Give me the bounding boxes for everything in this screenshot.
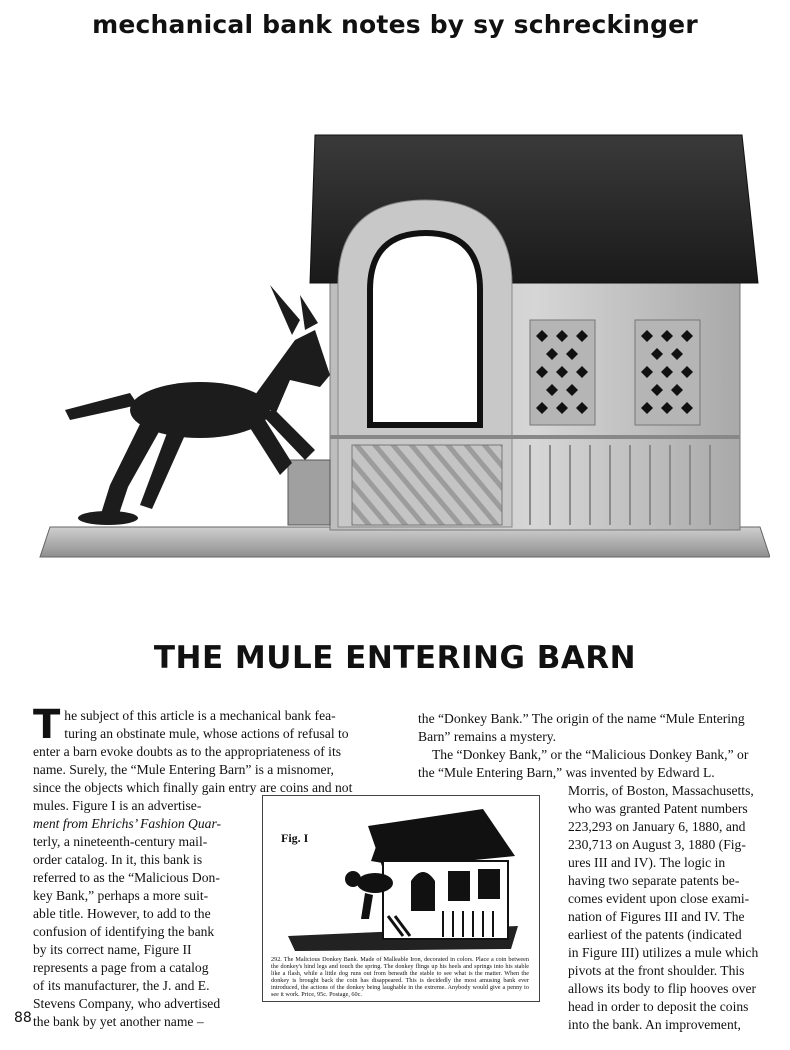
text-line: by its correct name, Figure II: [33, 942, 192, 957]
text-line: 230,713 on August 3, 1880 (Fig-: [568, 837, 746, 852]
text-line: 223,293 on January 6, 1880, and: [568, 819, 746, 834]
column-right-top: [418, 710, 774, 782]
text-line: Barn” remains a mystery.: [418, 729, 557, 744]
text-line: comes evident upon close exami-: [568, 891, 750, 906]
text-line: into the bank. An improvement,: [568, 1017, 741, 1032]
column-left-top: [33, 702, 385, 797]
figure-1: [262, 795, 540, 1002]
text-line: ment from Ehrichs’ Fashion Quar-: [33, 816, 222, 831]
text-line: name. Surely, the “Mule Entering Barn” is a misnomer,: [33, 762, 334, 777]
text-line: pivots at the front shoulder. This: [568, 963, 745, 978]
barn-doorway: [370, 233, 480, 425]
text-line: ures III and IV). The logic in: [568, 855, 726, 870]
column-right-narrow: [568, 782, 774, 1034]
text-line: having two separate patents be-: [568, 873, 740, 888]
text-line: the “Donkey Bank.” The origin of the name “Mule Entering: [418, 711, 745, 726]
text-line: order catalog. In it, this bank is: [33, 852, 203, 867]
text-line: represents a page from a catalog: [33, 960, 209, 975]
lattice-window-right: [635, 320, 700, 425]
drop-cap: T: [33, 702, 61, 748]
text-line: able title. However, to add to the: [33, 906, 211, 921]
figure-1-illustration: [283, 801, 523, 953]
text-line: who was granted Patent numbers: [568, 801, 748, 816]
text-line: referred to as the “Malicious Don-: [33, 870, 220, 885]
text-line: of its manufacturer, the J. and E.: [33, 978, 210, 993]
text-line: the “Mule Entering Barn,” was invented by Edward L.: [418, 765, 715, 780]
text-line: he subject of this article is a mechanical bank fea-: [64, 708, 336, 723]
text-line: terly, a nineteenth-century mail-: [33, 834, 208, 849]
bank-photo: [30, 125, 770, 565]
column-left-narrow: [33, 797, 233, 1031]
figure-label: Fig. I: [281, 831, 309, 845]
lattice-window-left: [530, 320, 595, 425]
text-line: confusion of identifying the bank: [33, 924, 215, 939]
text-line: The “Donkey Bank,” or the “Malicious Donkey Bank,” or: [432, 747, 749, 762]
base-plate: [40, 527, 770, 557]
text-line: turing an obstinate mule, whose actions of refusal to: [64, 726, 349, 741]
text-line: earliest of the patents (indicated: [568, 927, 742, 942]
text-line: key Bank,” perhaps a more suit-: [33, 888, 209, 903]
text-line: allows its body to flip hooves over: [568, 981, 757, 996]
text-line: nation of Figures III and IV. The: [568, 909, 745, 924]
text-line: in Figure III) utilizes a mule which: [568, 945, 759, 960]
text-line: enter a barn evoke doubts as to the appropriateness of its: [33, 744, 342, 759]
article-title: THE MULE ENTERING BARN: [153, 640, 637, 676]
text-line: Stevens Company, who advertised: [33, 996, 221, 1011]
text-line: head in order to deposit the coins: [568, 999, 749, 1014]
section-header: mechanical bank notes by sy schreckinger: [92, 10, 698, 39]
figure-caption: 292. The Malicious Donkey Bank. Made of Malleable Iron, decorated in colors. Place a coin between the donkey's hind legs and touch the spring. The donkey flings up his heels and springs into his stable like a flash, while a little dog runs out from beneath the stable to see what is the matter. When the donkey is brought back the coin has disappeared. This is decidedly the most amusing bank ever introduced, the actions of the donkey being laughable in the extreme. Anybody would give a penny to see it work. Price, 95c. Postage, 60c.: [271, 956, 529, 998]
text-line: since the objects which finally gain entry are coins and not: [33, 780, 353, 795]
text-line: Morris, of Boston, Massachusetts,: [568, 783, 754, 798]
text-line: the bank by yet another name –: [33, 1014, 204, 1029]
page-number: 88: [14, 1010, 32, 1026]
text-line: mules. Figure I is an advertise-: [33, 798, 202, 813]
